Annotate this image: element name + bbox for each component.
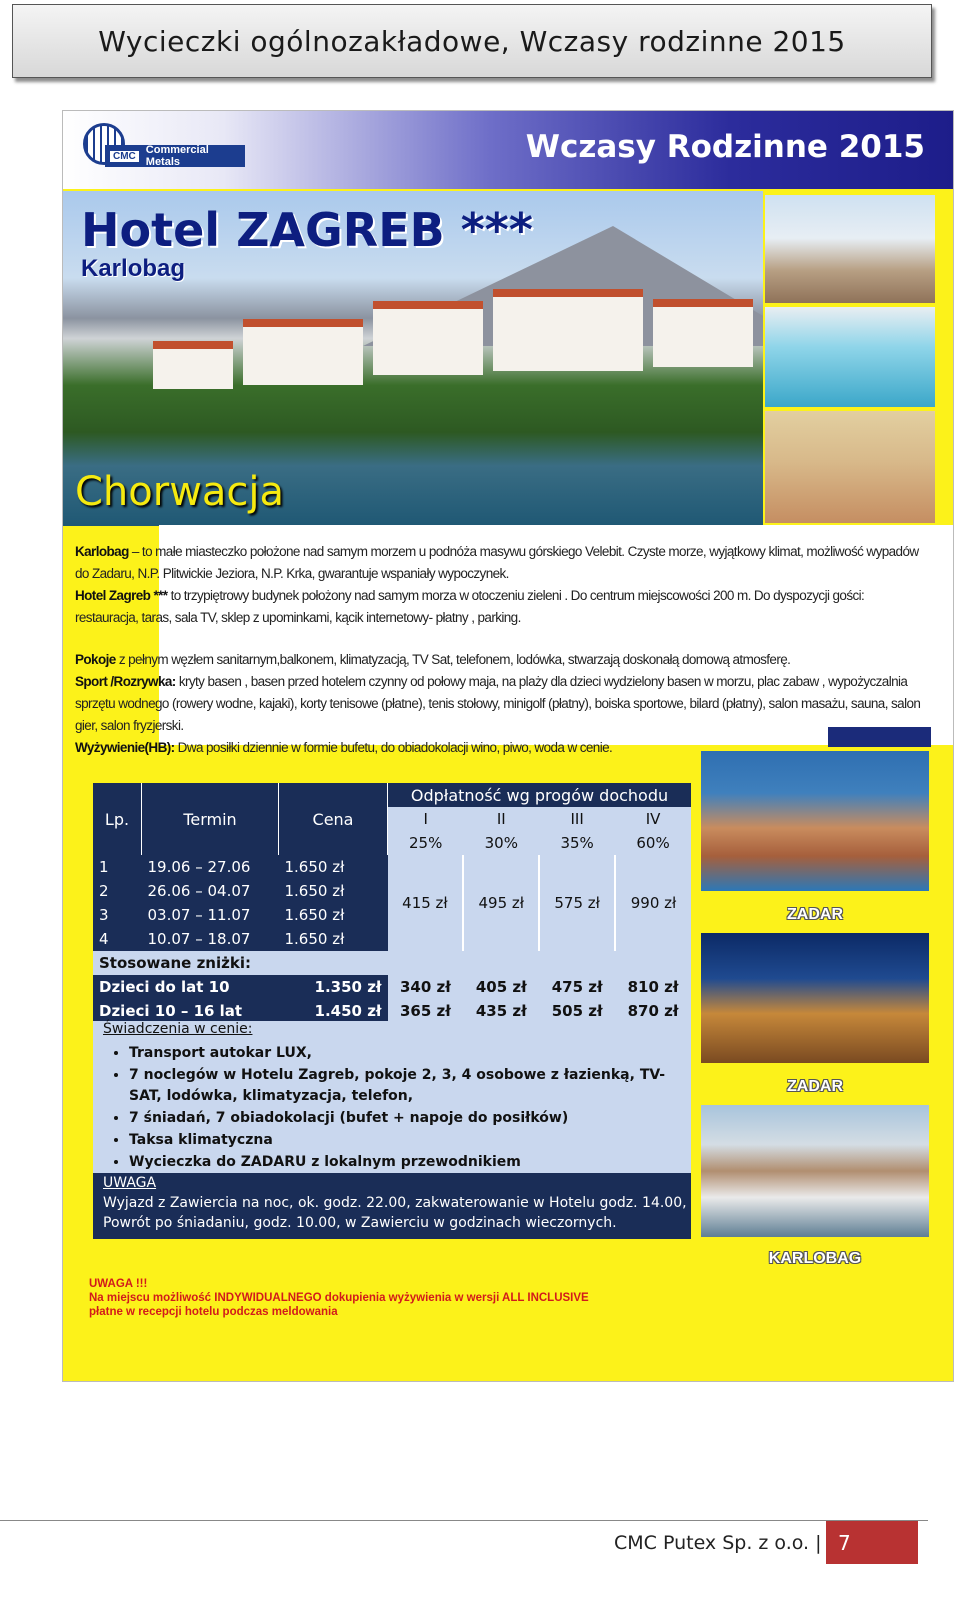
list-item: • 7 śniadań, 7 obiadokolacji (bufet + napoje do posiłków): [129, 1108, 689, 1129]
photo-label-zadar-2: ZADAR: [701, 1069, 929, 1105]
paragraph-hotel: Hotel Zagreb *** to trzypiętrowy budynek położony nad samym morza w otoczeniu zieleni . Do centrum miejscowości 200 m. Do dyspozycji gości: restauracja, taras, sala TV, sklep z upominkami, kącik internetowy- płatny , parking.: [75, 588, 865, 625]
logo-text: Commercial Metals: [145, 144, 209, 168]
list-item: • Taksa klimatyczna: [129, 1130, 689, 1151]
photo-label-zadar-1: ZADAR: [701, 897, 929, 933]
logo-abbr: CMC: [109, 150, 140, 163]
terrace-photo: [765, 195, 935, 303]
hotel-name: Hotel ZAGREB ***: [81, 203, 533, 257]
price-threshold-2: 495 zł: [463, 855, 539, 951]
threshold-roman: III: [539, 807, 615, 831]
list-item: • Wycieczka do ZADARU z lokalnym przewodnikiem: [129, 1152, 689, 1173]
flyer: [62, 110, 954, 1382]
paragraph-food: Wyżywienie(HB): Dwa posiłki dziennie w formie bufetu, do obiadokolacji wino, piwo, woda w cenie.: [75, 740, 613, 755]
threshold-roman: I: [388, 807, 464, 831]
footer-company: CMC Putex Sp. z o.o. |: [614, 1532, 822, 1554]
photo-label-karlobag: KARLOBAG: [701, 1241, 929, 1277]
header-title: Wycieczki ogólnozakładowe, Wczasy rodzinne 2015: [98, 24, 846, 58]
hotel-photo: [63, 191, 763, 526]
footer-divider: [0, 1520, 928, 1521]
building-shape: [243, 319, 363, 385]
col-header-lp: Lp.: [93, 783, 142, 855]
zadar-night-photo: [701, 933, 929, 1063]
included-list: [93, 1043, 689, 1174]
threshold-roman: IV: [615, 807, 691, 831]
paragraph-rooms: Pokoje z pełnym węzłem sanitarnym,balkonem, klimatyzacją, TV Sat, telefonem, lodówka, stwarzają doskonałą domową atmosferę.: [75, 652, 791, 667]
threshold-pct: 60%: [615, 831, 691, 855]
threshold-pct: 35%: [539, 831, 615, 855]
price-threshold-1: 415 zł: [388, 855, 464, 951]
document-header: [12, 4, 932, 78]
col-header-odplatnosc: Odpłatność wg progów dochodu: [388, 783, 692, 807]
list-item: • 7 noclegów w Hotelu Zagreb, pokoje 2, 3, 4 osobowe z łazienką, TV-SAT, lodówka, klimatyzacja, telefon,: [129, 1065, 689, 1107]
threshold-pct: 30%: [463, 831, 539, 855]
karlobag-harbor-photo: [701, 1105, 929, 1237]
building-shape: [153, 341, 233, 389]
discount-row: Dzieci 10 – 16 lat 1.450 zł 365 zł 435 zł 505 zł 870 zł: [93, 999, 691, 1023]
table-row: 2 26.06 – 04.07 1.650 zł: [93, 879, 691, 903]
col-header-cena: Cena: [279, 783, 388, 855]
all-inclusive-note: UWAGA !!! Na miejscu możliwość INDYWIDUALNEGO dokupienia wyżywienia w wersji ALL INCLUSIVE płatne w recepcji hotelu podczas meldowania: [89, 1278, 589, 1318]
pool-photo: [765, 307, 935, 407]
table-row: 1 19.06 – 27.06 1.650 zł 415 zł 495 zł 575 zł 990 zł: [93, 855, 691, 879]
price-threshold-4: 990 zł: [615, 855, 691, 951]
footer-separator: |: [815, 1532, 822, 1554]
flyer-title: Wczasy Rodzinne 2015: [525, 129, 925, 165]
threshold-pct: 25%: [388, 831, 464, 855]
flyer-top-band: [63, 111, 953, 189]
country-name: Chorwacja: [75, 469, 285, 515]
description: [75, 541, 925, 759]
uwaga-line: Powrót po śniadaniu, godz. 10.00, w Zawierciu w godzinach wieczornych.: [103, 1215, 617, 1231]
company-logo: [83, 123, 248, 175]
paragraph-karlobag: Karlobag – to małe miasteczko położone nad samym morzem u podnóża masywu górskiego Velebit. Czyste morze, wyjątkowy klimat, możliwość wypadów do Zadaru, N.P. Plitwickie Jeziora, N.P. Krka, gwarantuje wspaniały wypoczynek.: [75, 544, 919, 581]
included-heading: Świadczenia w cenie:: [103, 1021, 253, 1037]
room-photo: [765, 411, 935, 523]
price-threshold-3: 575 zł: [539, 855, 615, 951]
building-shape: [653, 299, 753, 367]
col-header-termin: Termin: [142, 783, 279, 855]
building-shape: [373, 301, 483, 375]
price-table: [93, 783, 691, 1023]
navy-accent: [828, 727, 931, 747]
building-shape: [493, 289, 643, 371]
page-number: 7: [826, 1521, 918, 1564]
discount-row: Dzieci do lat 10 1.350 zł 340 zł 405 zł 475 zł 810 zł: [93, 975, 691, 999]
table-row: 4 10.07 – 18.07 1.650 zł: [93, 927, 691, 951]
threshold-roman: II: [463, 807, 539, 831]
uwaga-box: [93, 1173, 691, 1239]
uwaga-title: UWAGA: [103, 1175, 157, 1191]
zadar-aerial-photo: [701, 751, 929, 891]
list-item: • Transport autokar LUX,: [129, 1043, 689, 1064]
table-row: 3 03.07 – 11.07 1.650 zł: [93, 903, 691, 927]
hotel-location: Karlobag: [81, 255, 186, 282]
paragraph-sport: Sport /Rozrywka: kryty basen , basen przed hotelem czynny od połowy maja, na plaży dla dzieci wydzielony basen w morzu, plac zabaw , wypożyczalnia sprzętu wodnego (rowery wodne, kajaki), korty tenisowe (płatne), tenis stołowy, minigolf (płatny), boiska sportowe, bilard (płatny), salon masażu, sauna, salon gier, salon fryzjerski.: [75, 674, 921, 733]
discounts-label: Stosowane zniżki:: [93, 951, 691, 975]
uwaga-line: Wyjazd z Zawiercia na noc, ok. godz. 22.00, zakwaterowanie w Hotelu godz. 14.00,: [103, 1195, 687, 1211]
